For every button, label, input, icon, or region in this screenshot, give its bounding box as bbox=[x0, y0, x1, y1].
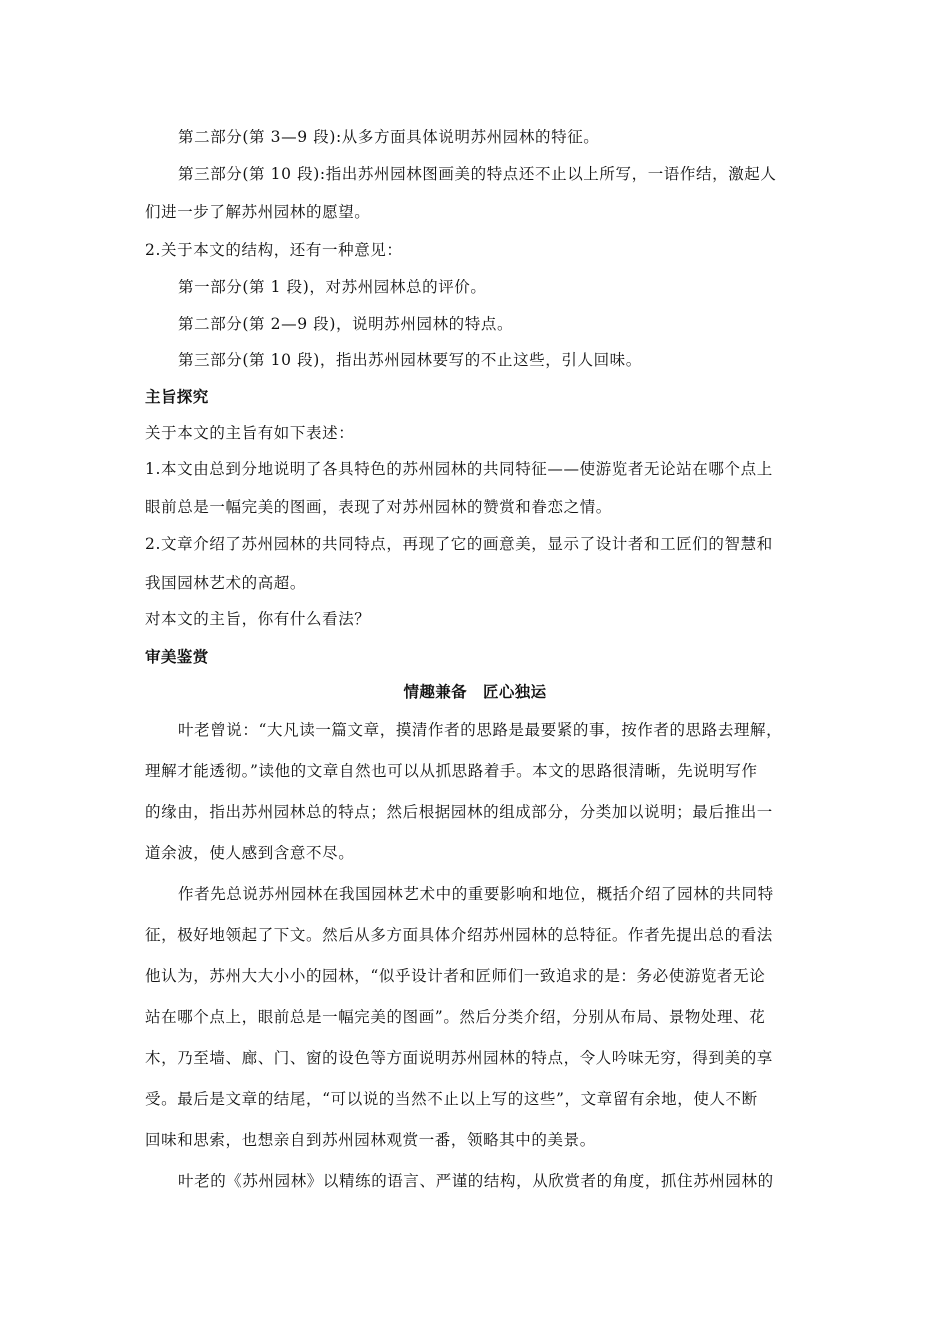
structure-line: 们进一步了解苏州园林的愿望。 bbox=[145, 203, 371, 221]
structure-line: 第三部分(第 10 段):指出苏州园林图画美的特点还不止以上所写，一语作结，激起人 bbox=[178, 165, 777, 183]
theme-line: 对本文的主旨，你有什么看法？ bbox=[145, 610, 371, 628]
essay-line: 受。最后是文章的结尾，“可以说的当然不止以上写的这些”，文章留有余地，使人不断 bbox=[145, 1090, 758, 1108]
essay-line: 道余波，使人感到含意不尽。 bbox=[145, 844, 355, 862]
essay-line: 站在哪个点上，眼前总是一幅完美的图画”。然后分类介绍，分别从布局、景物处理、花 bbox=[145, 1008, 766, 1026]
structure-line: 第一部分(第 1 段)，对苏州园林总的评价。 bbox=[178, 278, 487, 296]
essay-line: 叶老曾说：“大凡读一篇文章，摸清作者的思路是最要紧的事，按作者的思路去理解， bbox=[178, 721, 783, 739]
essay-line: 理解才能透彻。”读他的文章自然也可以从抓思路着手。本文的思路很清晰，先说明写作 bbox=[145, 762, 758, 780]
theme-line: 关于本文的主旨有如下表述： bbox=[145, 424, 355, 442]
aesthetic-heading: 审美鉴赏 bbox=[145, 648, 209, 666]
essay-line: 木，乃至墙、廊、门、窗的设色等方面说明苏州园林的特点，令人吟味无穷，得到美的享 bbox=[145, 1049, 773, 1067]
structure-line: 第三部分(第 10 段)，指出苏州园林要写的不止这些，引人回味。 bbox=[178, 351, 642, 369]
structure-line: 第二部分(第 2—9 段)，说明苏州园林的特点。 bbox=[178, 315, 514, 333]
theme-line: 眼前总是一幅完美的图画，表现了对苏州园林的赞赏和眷恋之情。 bbox=[145, 498, 612, 516]
essay-line: 叶老的《苏州园林》以精练的语言、严谨的结构，从欣赏者的角度，抓住苏州园林的 bbox=[178, 1172, 774, 1190]
essay-line: 的缘由，指出苏州园林总的特点；然后根据园林的组成部分，分类加以说明；最后推出一 bbox=[145, 803, 773, 821]
theme-line: 1.本文由总到分地说明了各具特色的苏州园林的共同特征——使游览者无论站在哪个点上 bbox=[145, 460, 773, 478]
essay-line: 回味和思索，也想亲自到苏州园林观赏一番，领略其中的美景。 bbox=[145, 1131, 596, 1149]
essay-title: 情趣兼备 匠心独运 bbox=[403, 683, 547, 701]
structure-line: 2.关于本文的结构，还有一种意见： bbox=[145, 241, 403, 259]
theme-line: 我国园林艺术的高超。 bbox=[145, 574, 307, 592]
essay-line: 征，极好地领起了下文。然后从多方面具体介绍苏州园林的总特征。作者先提出总的看法 bbox=[145, 926, 773, 944]
essay-line: 作者先总说苏州园林在我国园林艺术中的重要影响和地位，概括介绍了园林的共同特 bbox=[178, 885, 774, 903]
theme-heading: 主旨探究 bbox=[145, 388, 209, 406]
essay-line: 他认为，苏州大大小小的园林，“似乎设计者和匠师们一致追求的是：务必使游览者无论 bbox=[145, 967, 766, 985]
structure-line: 第二部分(第 3—9 段):从多方面具体说明苏州园林的特征。 bbox=[178, 128, 600, 146]
theme-line: 2.文章介绍了苏州园林的共同特点，再现了它的画意美，显示了设计者和工匠们的智慧和 bbox=[145, 535, 773, 553]
